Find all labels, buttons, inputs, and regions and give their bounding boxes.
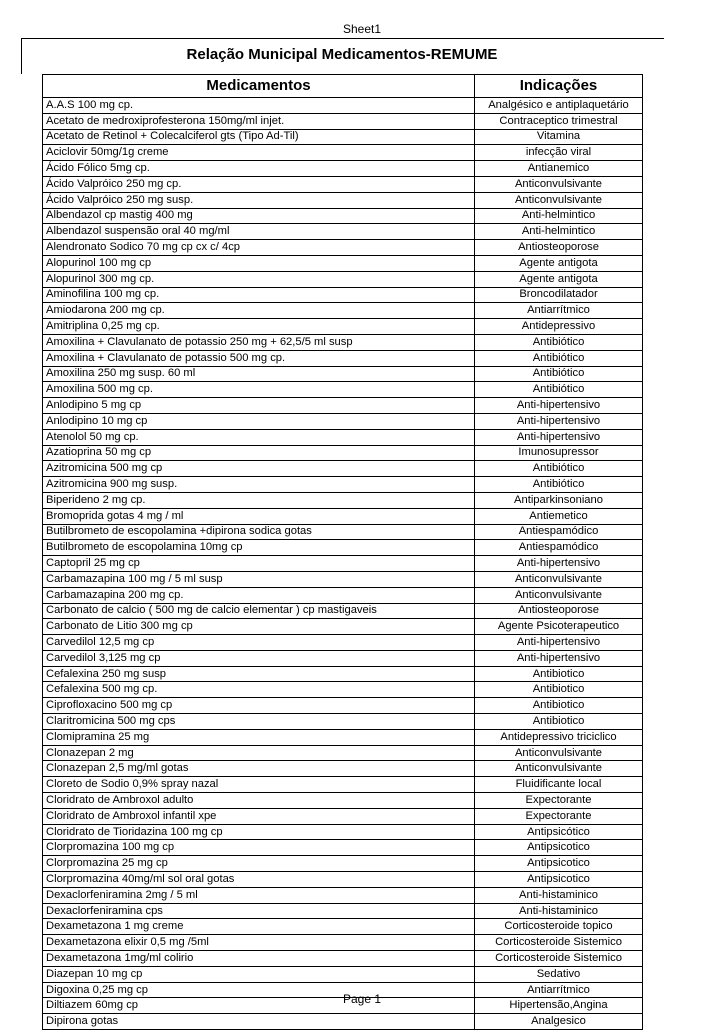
table-row — [43, 366, 643, 382]
medication-name-cell: Cloridrato de Ambroxol adulto — [43, 793, 475, 809]
medication-name-cell: Acetato de medroxiprofesterona 150mg/ml injet. — [43, 113, 475, 129]
table-row — [43, 271, 643, 287]
table-row — [43, 413, 643, 429]
medication-name-cell: Ácido Valpróico 250 mg cp. — [43, 176, 475, 192]
table-row — [43, 287, 643, 303]
table-row — [43, 824, 643, 840]
medication-name-cell: Albendazol cp mastig 400 mg — [43, 208, 475, 224]
indication-cell: Antiarrítmico — [475, 982, 643, 998]
indication-cell: Anti-histaminico — [475, 887, 643, 903]
indication-cell: Antibiótico — [475, 334, 643, 350]
table-row — [43, 903, 643, 919]
table-row — [43, 714, 643, 730]
table-row — [43, 524, 643, 540]
medication-name-cell: Alopurinol 300 mg cp. — [43, 271, 475, 287]
medication-name-cell: Ciprofloxacino 500 mg cp — [43, 698, 475, 714]
indication-cell: Anti-hipertensivo — [475, 413, 643, 429]
table-row — [43, 887, 643, 903]
table-row — [43, 635, 643, 651]
table-row — [43, 224, 643, 240]
medication-name-cell: Acetato de Retinol + Colecalciferol gts (Tipo Ad-Til) — [43, 129, 475, 145]
medication-name-cell: Carbamazapina 200 mg cp. — [43, 587, 475, 603]
table-row — [43, 492, 643, 508]
title-top-border — [21, 38, 664, 39]
indication-cell: Antianemico — [475, 161, 643, 177]
medication-name-cell: Anlodipino 5 mg cp — [43, 398, 475, 414]
table-row — [43, 508, 643, 524]
medication-name-cell: Bromoprida gotas 4 mg / ml — [43, 508, 475, 524]
indication-cell: Anticonvulsivante — [475, 192, 643, 208]
table-row — [43, 603, 643, 619]
indication-cell: Contraceptico trimestral — [475, 113, 643, 129]
table-row — [43, 255, 643, 271]
table-row — [43, 872, 643, 888]
medication-name-cell: Azatioprina 50 mg cp — [43, 445, 475, 461]
indication-cell: Broncodilatador — [475, 287, 643, 303]
indication-cell: Antibiótico — [475, 461, 643, 477]
title-left-border — [21, 38, 22, 74]
indication-cell: Corticosteroide Sistemico — [475, 951, 643, 967]
medication-name-cell: Carbamazapina 100 mg / 5 ml susp — [43, 571, 475, 587]
indication-cell: Vitamina — [475, 129, 643, 145]
medication-name-cell: Cloreto de Sodio 0,9% spray nazal — [43, 777, 475, 793]
indication-cell: Agente Psicoterapeutico — [475, 619, 643, 635]
table-row — [43, 666, 643, 682]
table-row — [43, 303, 643, 319]
indication-cell: Anti-hipertensivo — [475, 650, 643, 666]
indication-cell: Antipsicotico — [475, 856, 643, 872]
medication-name-cell: Dipirona gotas — [43, 1014, 475, 1030]
medication-name-cell: Amiodarona 200 mg cp. — [43, 303, 475, 319]
table-row — [43, 856, 643, 872]
medication-name-cell: Amoxilina 500 mg cp. — [43, 382, 475, 398]
indication-cell: Antibiótico — [475, 477, 643, 493]
medication-name-cell: Biperideno 2 mg cp. — [43, 492, 475, 508]
medication-name-cell: Azitromicina 500 mg cp — [43, 461, 475, 477]
table-row — [43, 477, 643, 493]
sheet-name: Sheet1 — [342, 22, 382, 36]
indication-cell: Anticonvulsivante — [475, 176, 643, 192]
page-number: Page 1 — [342, 992, 382, 1006]
medication-name-cell: Clorpromazina 100 mg cp — [43, 840, 475, 856]
indication-cell: Antiespamódico — [475, 540, 643, 556]
indication-cell: Agente antigota — [475, 255, 643, 271]
indication-cell: Antibiótico — [475, 350, 643, 366]
medication-name-cell: Atenolol 50 mg cp. — [43, 429, 475, 445]
medication-name-cell: Dexametazona elixir 0,5 mg /5ml — [43, 935, 475, 951]
indication-cell: Anti-hipertensivo — [475, 398, 643, 414]
medication-name-cell: Clonazepan 2 mg — [43, 745, 475, 761]
table-row — [43, 319, 643, 335]
indication-cell: Fluidificante local — [475, 777, 643, 793]
table-row — [43, 840, 643, 856]
indication-cell: Anti-helmintico — [475, 208, 643, 224]
medication-name-cell: Cloridrato de Tioridazina 100 mg cp — [43, 824, 475, 840]
table-row — [43, 1014, 643, 1030]
medication-name-cell: Aciclovir 50mg/1g creme — [43, 145, 475, 161]
medication-name-cell: Dexaclorfeniramina 2mg / 5 ml — [43, 887, 475, 903]
table-row — [43, 729, 643, 745]
medication-name-cell: Cefalexina 250 mg susp — [43, 666, 475, 682]
indication-cell: Antibiótico — [475, 382, 643, 398]
table-row — [43, 192, 643, 208]
medication-name-cell: Diltiazem 60mg cp — [43, 998, 475, 1014]
table-row — [43, 176, 643, 192]
indication-cell: Antiosteoporose — [475, 240, 643, 256]
medication-name-cell: Clorpromazina 40mg/ml sol oral gotas — [43, 872, 475, 888]
medication-name-cell: Captopril 25 mg cp — [43, 556, 475, 572]
table-row — [43, 808, 643, 824]
indication-cell: infecção viral — [475, 145, 643, 161]
medication-name-cell: Claritromicina 500 mg cps — [43, 714, 475, 730]
medication-name-cell: Clorpromazina 25 mg cp — [43, 856, 475, 872]
indication-cell: Anti-histaminico — [475, 903, 643, 919]
medication-name-cell: Cloridrato de Ambroxol infantil xpe — [43, 808, 475, 824]
table-row — [43, 445, 643, 461]
table-row — [43, 398, 643, 414]
indication-cell: Anti-helmintico — [475, 224, 643, 240]
indication-cell: Antiosteoporose — [475, 603, 643, 619]
medication-name-cell: Aminofilina 100 mg cp. — [43, 287, 475, 303]
table-body — [43, 98, 643, 1030]
indication-cell: Anti-hipertensivo — [475, 556, 643, 572]
table-row — [43, 145, 643, 161]
table-row — [43, 556, 643, 572]
table-row — [43, 461, 643, 477]
indication-cell: Antibiotico — [475, 666, 643, 682]
medication-name-cell: Cefalexina 500 mg cp. — [43, 682, 475, 698]
table-row — [43, 334, 643, 350]
table-row — [43, 951, 643, 967]
table-row — [43, 966, 643, 982]
table-row — [43, 698, 643, 714]
table-row — [43, 761, 643, 777]
table-row — [43, 113, 643, 129]
medication-name-cell: A.A.S 100 mg cp. — [43, 98, 475, 114]
medication-name-cell: Digoxina 0,25 mg cp — [43, 982, 475, 998]
table-row — [43, 650, 643, 666]
indication-cell: Analgésico e antiplaquetário — [475, 98, 643, 114]
indication-cell: Antidepressivo — [475, 319, 643, 335]
medication-name-cell: Amoxilina + Clavulanato de potassio 500 mg cp. — [43, 350, 475, 366]
indication-cell: Antibiótico — [475, 366, 643, 382]
table-row — [43, 208, 643, 224]
indication-cell: Antipsicotico — [475, 840, 643, 856]
medication-name-cell: Butilbrometo de escopolamina +dipirona sodica gotas — [43, 524, 475, 540]
indication-cell: Hipertensão,Angina — [475, 998, 643, 1014]
column-header-indicacoes: Indicações — [475, 75, 643, 98]
medication-name-cell: Anlodipino 10 mg cp — [43, 413, 475, 429]
medication-name-cell: Diazepan 10 mg cp — [43, 966, 475, 982]
medication-name-cell: Ácido Valpróico 250 mg susp. — [43, 192, 475, 208]
indication-cell: Antibiotico — [475, 682, 643, 698]
indication-cell: Antiemetico — [475, 508, 643, 524]
table-row — [43, 777, 643, 793]
table-row — [43, 935, 643, 951]
indication-cell: Analgesico — [475, 1014, 643, 1030]
indication-cell: Expectorante — [475, 793, 643, 809]
medication-name-cell: Clonazepan 2,5 mg/ml gotas — [43, 761, 475, 777]
indication-cell: Anticonvulsivante — [475, 587, 643, 603]
medication-name-cell: Butilbrometo de escopolamina 10mg cp — [43, 540, 475, 556]
indication-cell: Antiespamódico — [475, 524, 643, 540]
table-row — [43, 161, 643, 177]
medication-name-cell: Carbonato de Litio 300 mg cp — [43, 619, 475, 635]
table-row — [43, 350, 643, 366]
medication-name-cell: Ácido Fólico 5mg cp. — [43, 161, 475, 177]
medication-name-cell: Carvedilol 12,5 mg cp — [43, 635, 475, 651]
medication-name-cell: Amoxilina 250 mg susp. 60 ml — [43, 366, 475, 382]
page-title: Relação Municipal Medicamentos-REMUME — [186, 46, 498, 63]
medication-name-cell: Carvedilol 3,125 mg cp — [43, 650, 475, 666]
table-row — [43, 540, 643, 556]
table-row — [43, 682, 643, 698]
indication-cell: Corticosteroide topico — [475, 919, 643, 935]
table-header-row — [43, 75, 643, 98]
indication-cell: Agente antigota — [475, 271, 643, 287]
table-row — [43, 793, 643, 809]
indication-cell: Antibiotico — [475, 714, 643, 730]
medication-name-cell: Amoxilina + Clavulanato de potassio 250 mg + 62,5/5 ml susp — [43, 334, 475, 350]
indication-cell: Antibiotico — [475, 698, 643, 714]
medication-name-cell: Carbonato de calcio ( 500 mg de calcio elementar ) cp mastigaveis — [43, 603, 475, 619]
indication-cell: Antiarrítmico — [475, 303, 643, 319]
table-row — [43, 98, 643, 114]
medication-name-cell: Alopurinol 100 mg cp — [43, 255, 475, 271]
column-header-medicamentos: Medicamentos — [43, 75, 475, 98]
medication-name-cell: Dexaclorfeniramina cps — [43, 903, 475, 919]
table-row — [43, 129, 643, 145]
indication-cell: Imunosupressor — [475, 445, 643, 461]
medication-name-cell: Alendronato Sodico 70 mg cp cx c/ 4cp — [43, 240, 475, 256]
indication-cell: Antiparkinsoniano — [475, 492, 643, 508]
indication-cell: Anticonvulsivante — [475, 761, 643, 777]
table-row — [43, 429, 643, 445]
medication-name-cell: Dexametazona 1mg/ml colirio — [43, 951, 475, 967]
medication-name-cell: Azitromicina 900 mg susp. — [43, 477, 475, 493]
table-row — [43, 382, 643, 398]
medication-name-cell: Amitriplina 0,25 mg cp. — [43, 319, 475, 335]
medications-table — [42, 74, 643, 1030]
table-row — [43, 619, 643, 635]
medication-name-cell: Dexametazona 1 mg creme — [43, 919, 475, 935]
indication-cell: Anticonvulsivante — [475, 571, 643, 587]
table-row — [43, 919, 643, 935]
table-row — [43, 587, 643, 603]
medication-name-cell: Clomipramina 25 mg — [43, 729, 475, 745]
table-row — [43, 745, 643, 761]
indication-cell: Antipsicotico — [475, 872, 643, 888]
indication-cell: Sedativo — [475, 966, 643, 982]
table-row — [43, 240, 643, 256]
indication-cell: Antipsicótico — [475, 824, 643, 840]
indication-cell: Anticonvulsivante — [475, 745, 643, 761]
indication-cell: Antidepressivo triciclico — [475, 729, 643, 745]
indication-cell: Anti-hipertensivo — [475, 429, 643, 445]
indication-cell: Expectorante — [475, 808, 643, 824]
indication-cell: Anti-hipertensivo — [475, 635, 643, 651]
table-row — [43, 571, 643, 587]
indication-cell: Corticosteroide Sistemico — [475, 935, 643, 951]
medication-name-cell: Albendazol suspensão oral 40 mg/ml — [43, 224, 475, 240]
